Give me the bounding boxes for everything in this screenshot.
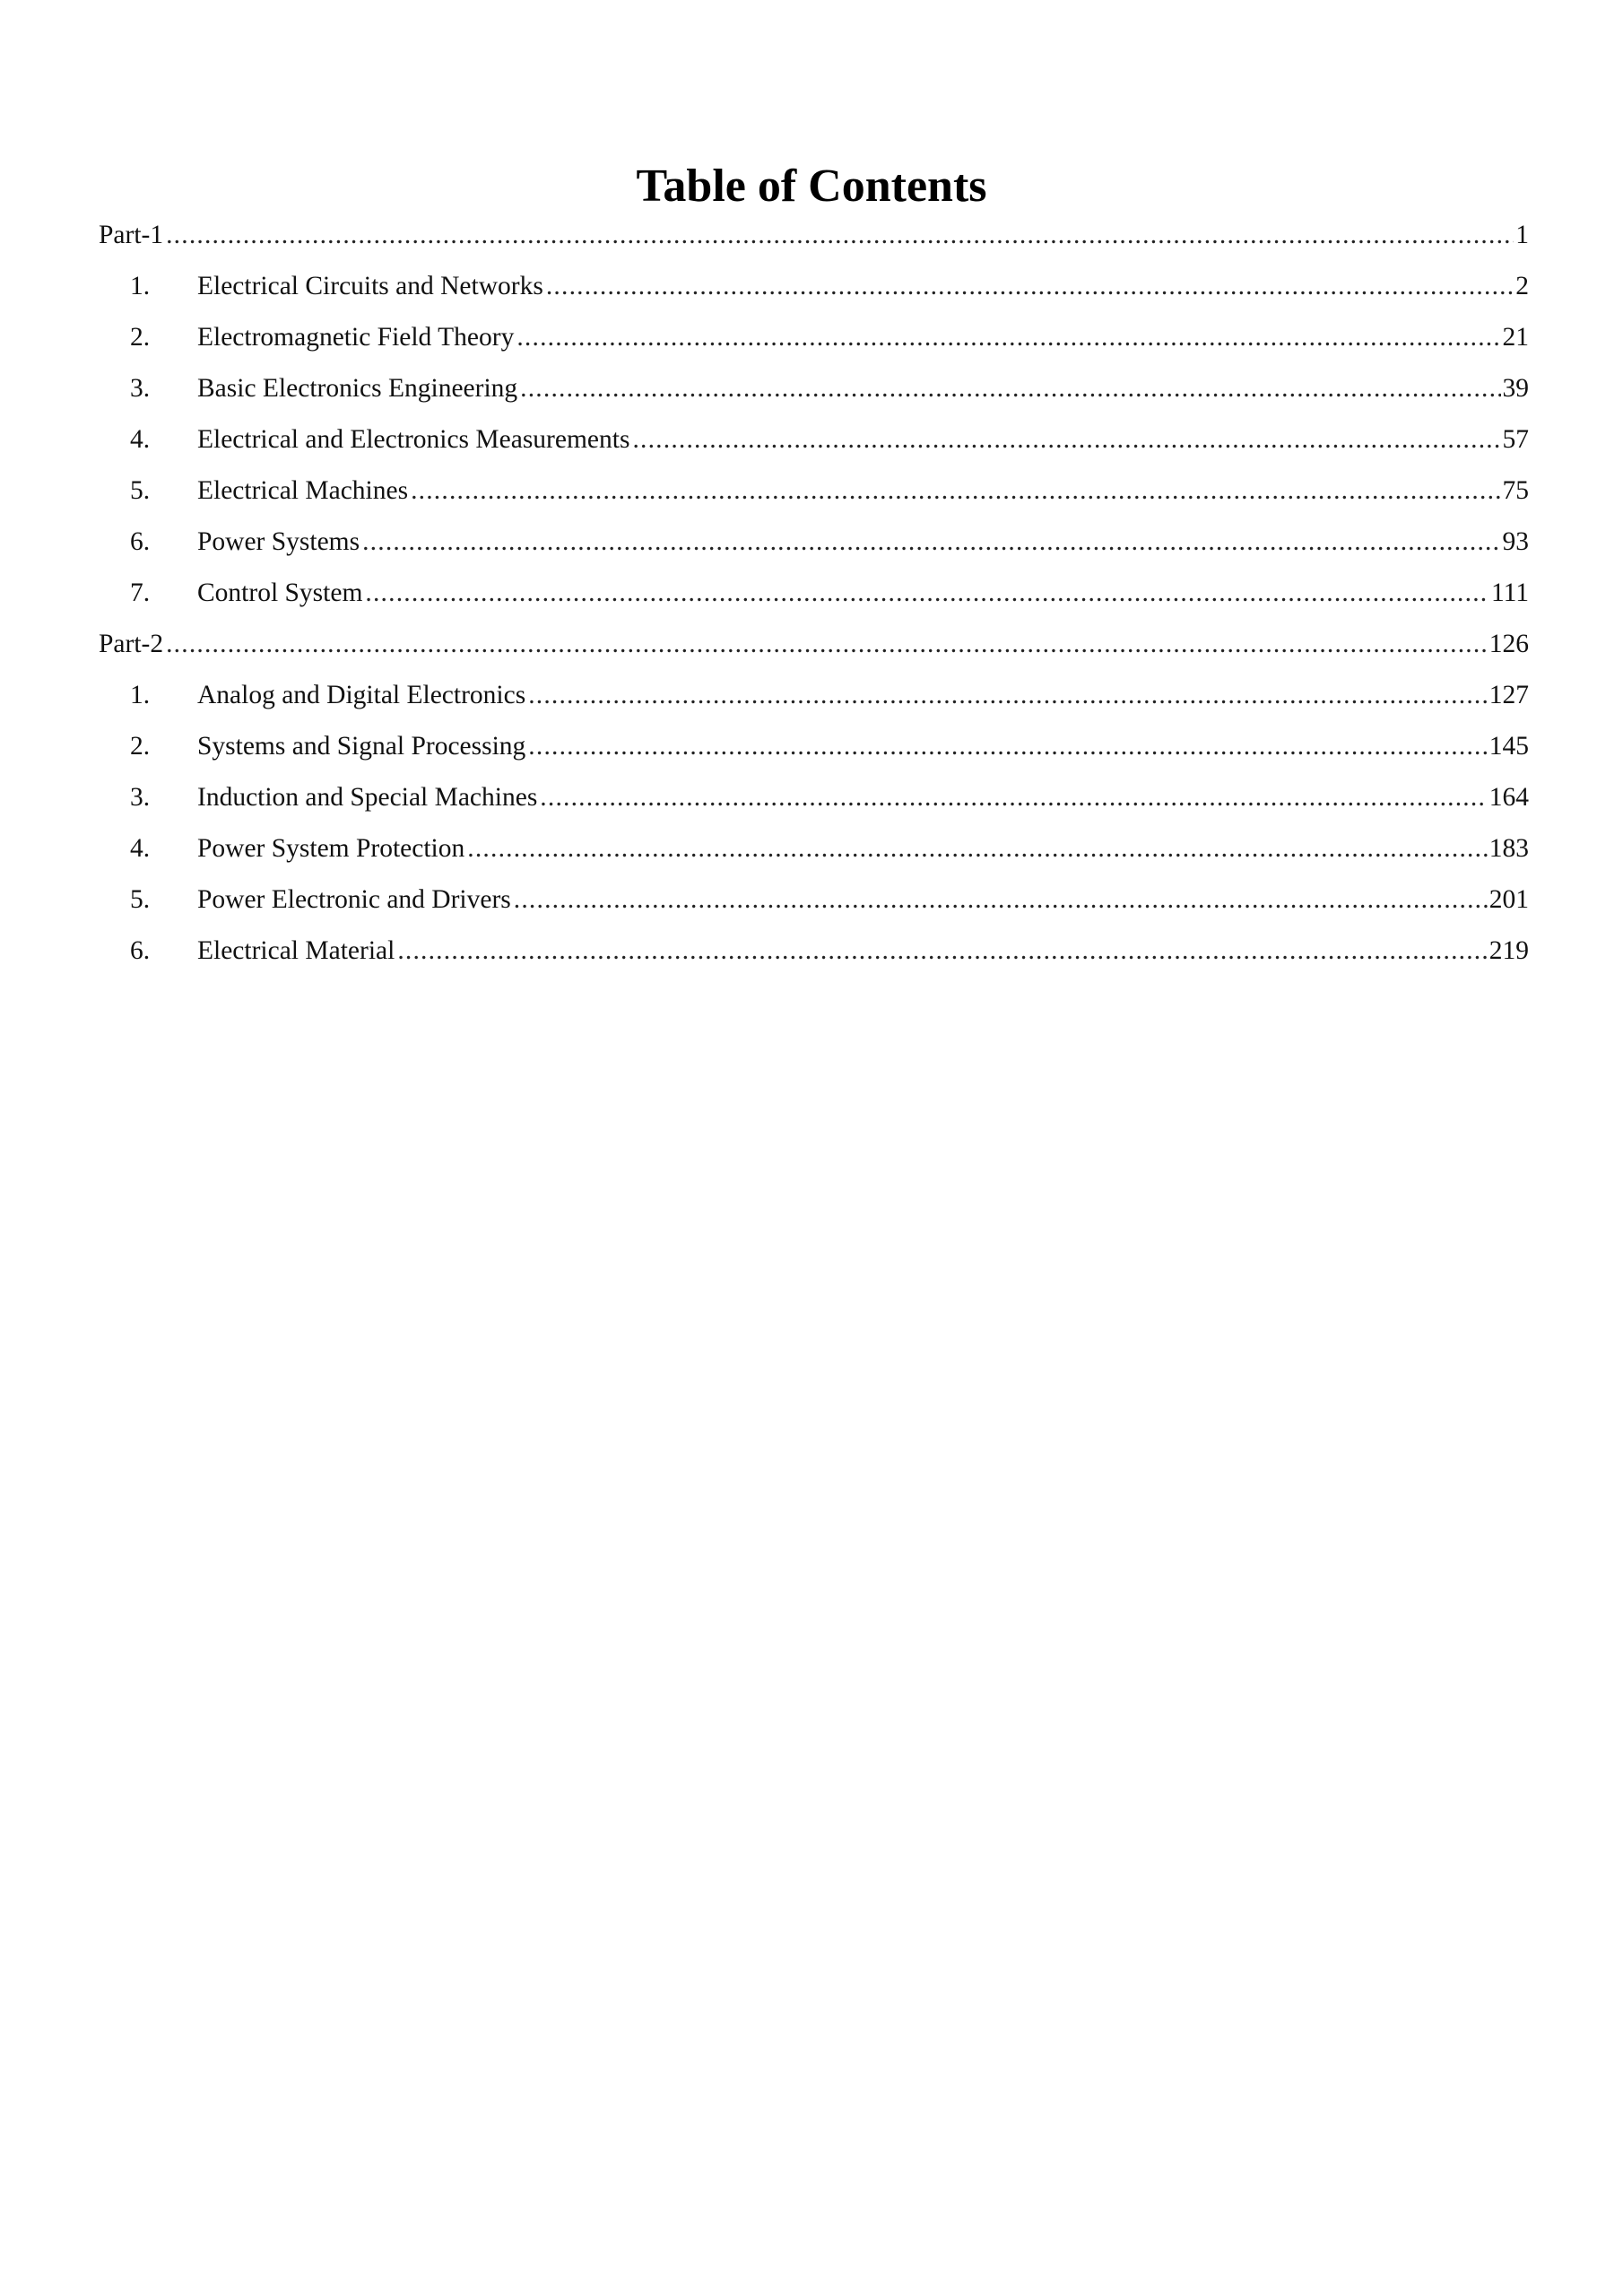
toc-item[interactable] [99, 929, 1529, 980]
toc-page-number: 111 [1490, 578, 1529, 607]
toc-link[interactable] [130, 929, 1529, 972]
dot-leader [540, 776, 1487, 819]
toc-link[interactable] [130, 367, 1529, 410]
toc-item-number: 5. [130, 885, 151, 914]
toc-item-title: Electromagnetic Field Theory [197, 323, 515, 352]
toc-link[interactable] [130, 571, 1529, 614]
toc-page-number: 164 [1488, 783, 1529, 812]
toc-page-number: 183 [1488, 834, 1529, 863]
toc-item-number: 3. [130, 374, 151, 403]
toc-item-number: 4. [130, 834, 151, 863]
toc-item-number: 3. [130, 783, 151, 812]
dot-leader [411, 469, 1500, 512]
toc-item-number: 5. [130, 476, 151, 505]
toc-link[interactable] [130, 776, 1529, 819]
toc-page-number: 126 [1488, 630, 1529, 658]
dot-leader [516, 316, 1500, 359]
toc-item-number: 6. [130, 527, 151, 556]
toc-item-title: Electrical Material [197, 936, 395, 965]
toc-part-2[interactable] [99, 622, 1529, 674]
dot-leader [520, 367, 1500, 410]
toc-item-title: Power Electronic and Drivers [197, 885, 511, 914]
toc-link[interactable] [130, 469, 1529, 512]
toc-part-label: Part-2 [99, 630, 164, 658]
dot-leader [528, 674, 1488, 717]
toc-page-number: 127 [1488, 681, 1529, 709]
dot-leader [632, 418, 1500, 461]
toc-item-title: Analog and Digital Electronics [197, 681, 526, 709]
toc-page-number: 57 [1502, 425, 1529, 454]
toc-item-title: Systems and Signal Processing [197, 732, 526, 761]
toc-item[interactable] [99, 520, 1529, 571]
toc-item[interactable] [99, 367, 1529, 418]
toc-item-title: Control System [197, 578, 363, 607]
toc-part-1[interactable] [99, 213, 1529, 265]
toc-item[interactable] [99, 878, 1529, 929]
toc-link[interactable] [130, 827, 1529, 870]
toc-item-title: Power Systems [197, 527, 360, 556]
toc-page-number: 75 [1502, 476, 1529, 505]
dot-leader [467, 827, 1487, 870]
page-title: Table of Contents [636, 161, 987, 212]
dot-leader [166, 622, 1488, 665]
toc-page-number: 2 [1515, 272, 1529, 300]
dot-leader [166, 213, 1514, 257]
toc-list [99, 213, 1529, 980]
toc-item-number: 2. [130, 323, 151, 352]
toc-link[interactable] [130, 878, 1529, 921]
toc-item-title: Electrical Circuits and Networks [197, 272, 543, 300]
toc-link[interactable] [99, 622, 1529, 665]
toc-item[interactable] [99, 316, 1529, 367]
toc-item-title: Basic Electronics Engineering [197, 374, 518, 403]
toc-page-number: 21 [1502, 323, 1529, 352]
toc-item[interactable] [99, 571, 1529, 622]
toc-link[interactable] [130, 674, 1529, 717]
toc-item-title: Induction and Special Machines [197, 783, 538, 812]
toc-page-number: 201 [1488, 885, 1529, 914]
toc-link[interactable] [130, 725, 1529, 768]
dot-leader [397, 929, 1487, 972]
toc-item[interactable] [99, 674, 1529, 725]
dot-leader [365, 571, 1489, 614]
dot-leader [528, 725, 1487, 768]
toc-item[interactable] [99, 265, 1529, 316]
toc-page-number: 219 [1488, 936, 1529, 965]
toc-link[interactable] [130, 316, 1529, 359]
toc-link[interactable] [130, 418, 1529, 461]
toc-item[interactable] [99, 776, 1529, 827]
toc-page-number: 39 [1502, 374, 1529, 403]
toc-part-label: Part-1 [99, 221, 164, 249]
toc-item[interactable] [99, 418, 1529, 469]
toc-item-number: 1. [130, 681, 151, 709]
toc-item-title: Electrical Machines [197, 476, 409, 505]
toc-item[interactable] [99, 725, 1529, 776]
toc-page-number: 93 [1502, 527, 1529, 556]
dot-leader [362, 520, 1500, 563]
dot-leader [514, 878, 1488, 921]
toc-item-number: 1. [130, 272, 151, 300]
toc-page-number: 145 [1488, 732, 1529, 761]
toc-item-number: 2. [130, 732, 151, 761]
toc-link[interactable] [130, 265, 1529, 308]
toc-item[interactable] [99, 469, 1529, 520]
toc-item-title: Electrical and Electronics Measurements [197, 425, 630, 454]
toc-link[interactable] [130, 520, 1529, 563]
dot-leader [546, 265, 1514, 308]
toc-page-number: 1 [1515, 221, 1529, 249]
toc-item-number: 6. [130, 936, 151, 965]
toc-link[interactable] [99, 213, 1529, 257]
toc-item-number: 4. [130, 425, 151, 454]
toc-item-number: 7. [130, 578, 151, 607]
toc-item[interactable] [99, 827, 1529, 878]
toc-item-title: Power System Protection [197, 834, 465, 863]
